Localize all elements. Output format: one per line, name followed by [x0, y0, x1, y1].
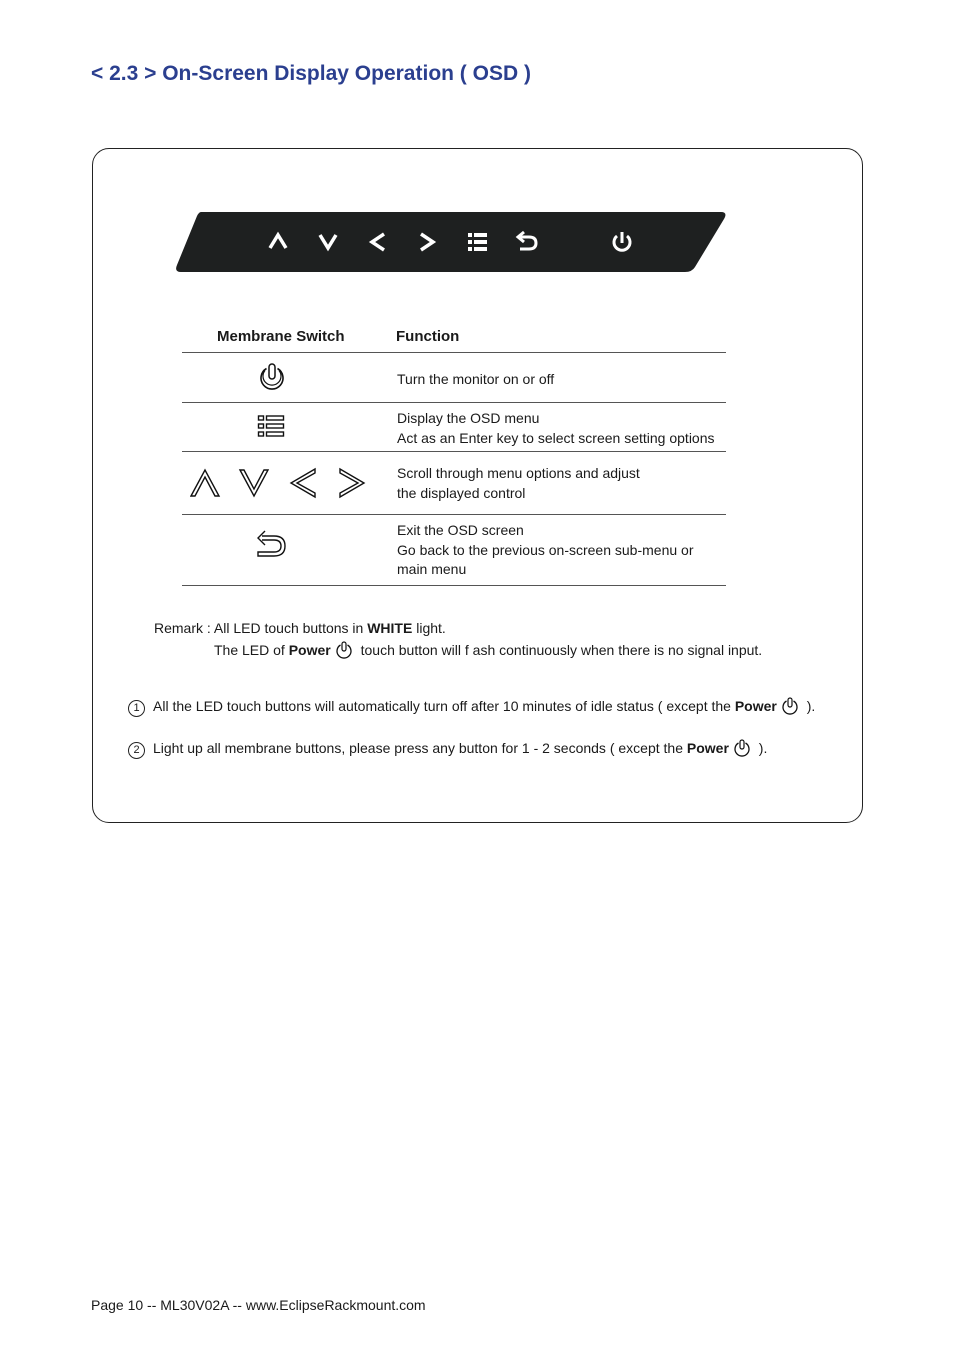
back-icon: [254, 528, 288, 560]
remark-line-2: The LED of Power touch button will f ash continuously when there is no signal input.: [214, 642, 763, 658]
left-arrow-icon: [291, 469, 315, 497]
table-divider: [182, 352, 726, 353]
arrows-icon: [190, 467, 370, 499]
panel-menu-icon: [468, 233, 487, 251]
row-function-text: Exit the OSD screen Go back to the previous on-screen sub-menu or main menu: [397, 522, 694, 577]
page-title: < 2.3 > On-Screen Display Operation ( OSD ): [91, 62, 531, 85]
right-arrow-icon: [340, 469, 364, 497]
menu-icon: [257, 414, 287, 442]
table-divider: [182, 451, 726, 452]
osd-control-panel: [175, 211, 727, 273]
power-icon: [335, 640, 353, 659]
power-icon: [733, 738, 751, 757]
table-divider: [182, 514, 726, 515]
header-membrane-switch: Membrane Switch: [217, 328, 345, 345]
power-icon: [781, 696, 799, 715]
row-function-text: Turn the monitor on or off: [397, 371, 555, 387]
note-item: 1 All the LED touch buttons will automatically turn off after 10 minutes of idle status ( except the Power ).: [128, 696, 815, 717]
up-arrow-icon: [191, 470, 219, 496]
power-icon: [257, 361, 287, 393]
table-divider: [182, 585, 726, 586]
note-item: 2 Light up all membrane buttons, please press any button for 1 - 2 seconds ( except the Power ).: [128, 738, 767, 759]
note-number: 1: [128, 700, 145, 717]
down-arrow-icon: [240, 470, 268, 496]
header-function: Function: [396, 328, 460, 345]
page-footer: Page 10 -- ML30V02A -- www.EclipseRackmount.com: [91, 1297, 426, 1313]
row-function-text: Scroll through menu options and adjust the displayed control: [397, 465, 640, 501]
row-function-text: Display the OSD menu Act as an Enter key to select screen setting options: [397, 410, 715, 446]
remark-line-1: Remark : All LED touch buttons in WHITE light.: [154, 620, 446, 636]
table-divider: [182, 402, 726, 403]
note-number: 2: [128, 742, 145, 759]
